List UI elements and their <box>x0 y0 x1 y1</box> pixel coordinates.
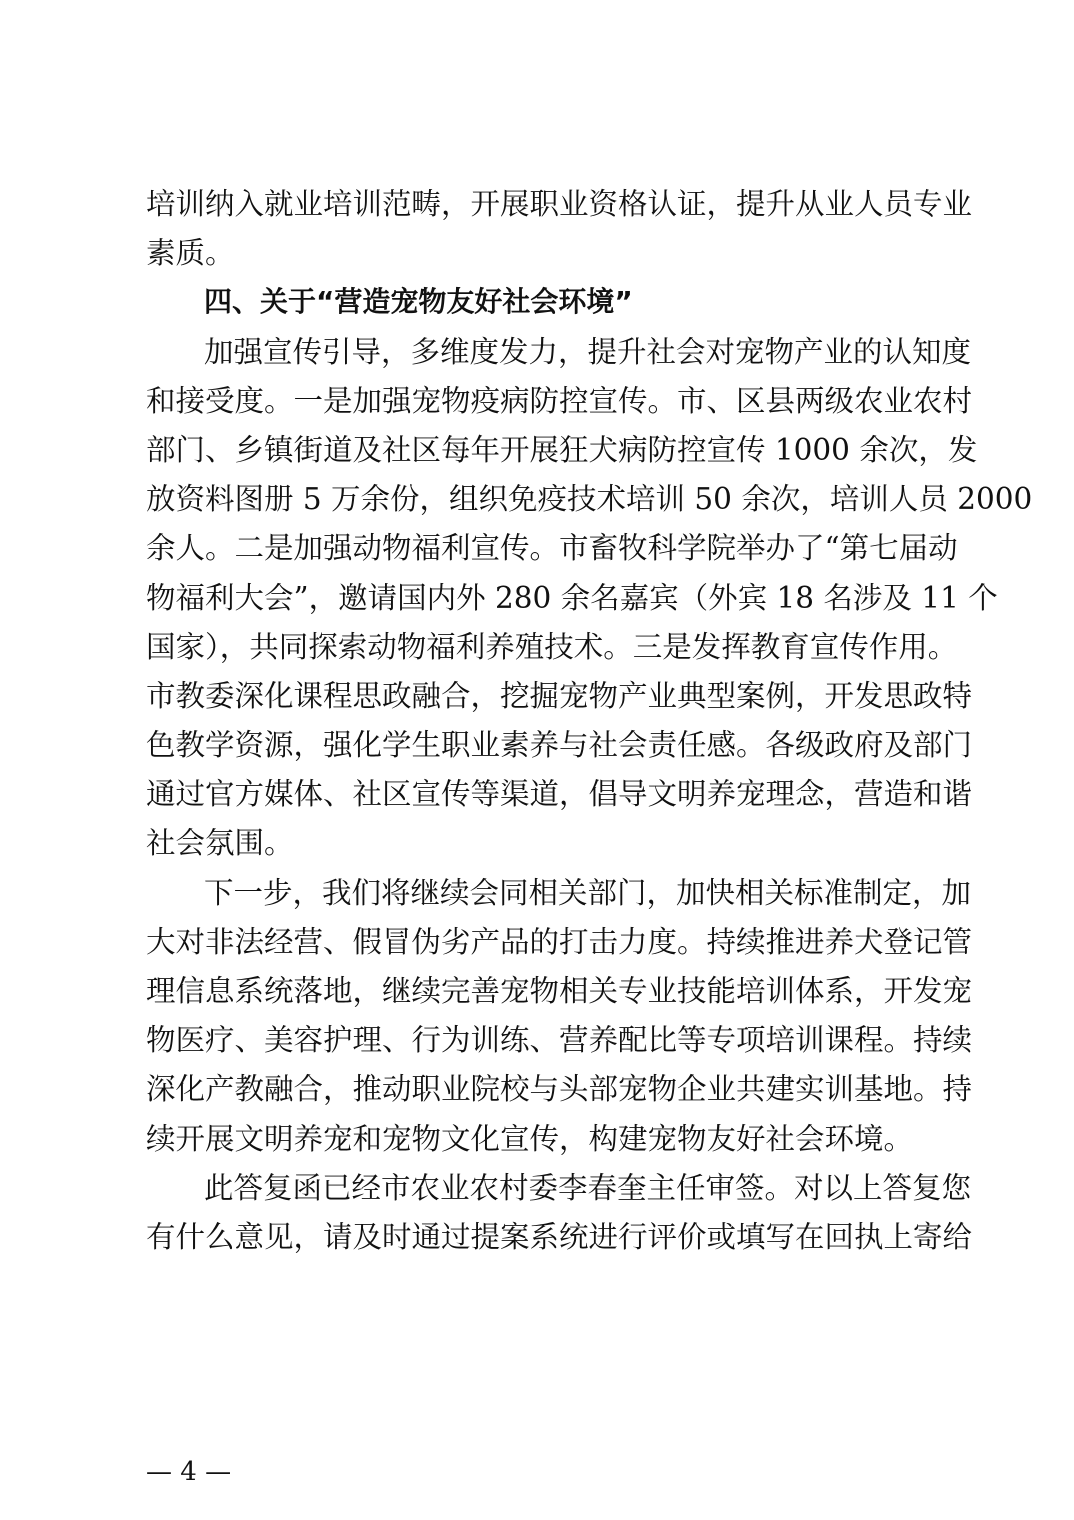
body-text-line: 培训纳入就业培训范畴，开展职业资格认证，提升从业人员专业 <box>146 187 973 221</box>
body-text-line: 续开展文明养宠和宠物文化宣传，构建宠物友好社会环境。 <box>146 1122 914 1156</box>
body-text-line: 有什么意见，请及时通过提案系统进行评价或填写在回执上寄给 <box>146 1220 973 1254</box>
section-heading: 四、关于“营造宠物友好社会环境” <box>204 285 633 318</box>
body-text-line: 加强宣传引导，多维度发力，提升社会对宠物产业的认知度 <box>204 335 972 369</box>
body-text-line: 和接受度。一是加强宠物疫病防控宣传。市、区县两级农业农村 <box>146 384 973 418</box>
body-text-line: 理信息系统落地，继续完善宠物相关专业技能培训体系，开发宠 <box>146 974 973 1008</box>
body-text-line: 放资料图册 5 万余份，组织免疫技术培训 50 余次，培训人员 2000 <box>146 482 1033 516</box>
body-text-line: 通过官方媒体、社区宣传等渠道，倡导文明养宠理念，营造和谐 <box>146 777 973 811</box>
body-text-line: 大对非法经营、假冒伪劣产品的打击力度。持续推进养犬登记管 <box>146 925 973 959</box>
page-number: — 4 — <box>146 1457 232 1487</box>
body-text-line: 物医疗、美容护理、行为训练、营养配比等专项培训课程。持续 <box>146 1023 973 1057</box>
body-text-line: 国家），共同探索动物福利养殖技术。三是发挥教育宣传作用。 <box>146 630 958 664</box>
body-text-line: 下一步，我们将继续会同相关部门，加快相关标准制定，加 <box>204 876 972 910</box>
body-text-line: 社会氛围。 <box>146 826 294 860</box>
body-text-line: 深化产教融合，推动职业院校与头部宠物企业共建实训基地。持 <box>146 1072 973 1106</box>
body-text-line: 素质。 <box>146 236 235 270</box>
body-text-line: 色教学资源，强化学生职业素养与社会责任感。各级政府及部门 <box>146 728 973 762</box>
body-text-line: 物福利大会”，邀请国内外 280 余名嘉宾（外宾 18 名涉及 11 个 <box>146 581 998 615</box>
body-text-line: 此答复函已经市农业农村委李春奎主任审签。对以上答复您 <box>204 1171 972 1205</box>
body-text-line: 余人。二是加强动物福利宣传。市畜牧科学院举办了“第七届动 <box>146 531 958 565</box>
body-text-line: 部门、乡镇街道及社区每年开展狂犬病防控宣传 1000 余次，发 <box>146 433 978 467</box>
body-text-line: 市教委深化课程思政融合，挖掘宠物产业典型案例，开发思政特 <box>146 679 973 713</box>
